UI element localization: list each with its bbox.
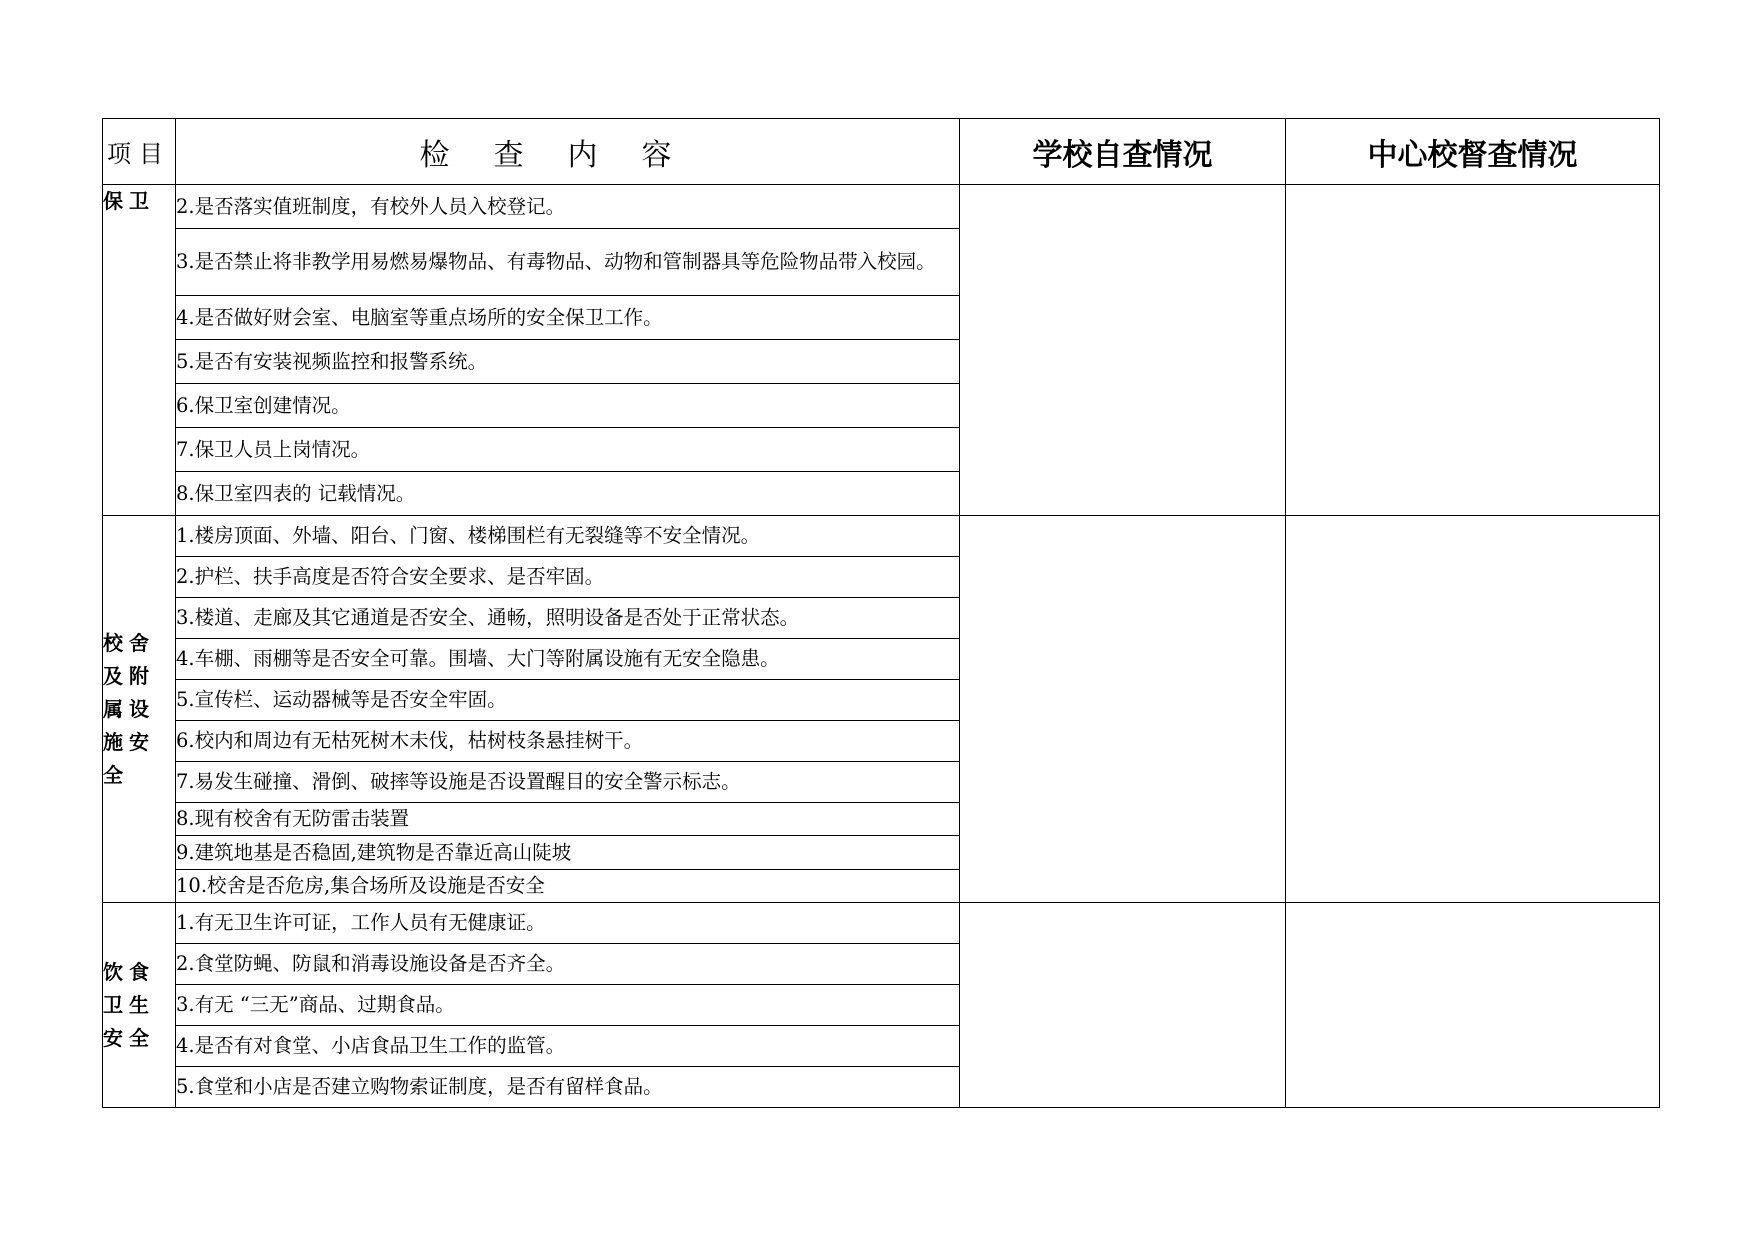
table-row — [103, 903, 1660, 944]
check-item: 6.保卫室创建情况。 — [176, 384, 960, 428]
table-row — [103, 185, 1660, 229]
category-food-safety: 饮食卫生安全 — [103, 903, 176, 1108]
header-content: 检查内容 — [176, 119, 960, 185]
check-item: 2.食堂防蝇、防鼠和消毒设施设备是否齐全。 — [176, 944, 960, 985]
center-school-check-cell[interactable] — [1286, 903, 1660, 1108]
check-item: 7.易发生碰撞、滑倒、破摔等设施是否设置醒目的安全警示标志。 — [176, 762, 960, 803]
table-row — [103, 516, 1660, 557]
check-item: 5.宣传栏、运动器械等是否安全牢固。 — [176, 680, 960, 721]
check-item: 4.是否做好财会室、电脑室等重点场所的安全保卫工作。 — [176, 296, 960, 340]
center-school-check-cell[interactable] — [1286, 185, 1660, 516]
check-item: 3.有无 “三无”商品、过期食品。 — [176, 985, 960, 1026]
check-item: 8.保卫室四表的 记载情况。 — [176, 472, 960, 516]
check-item: 10.校舍是否危房,集合场所及设施是否安全 — [176, 870, 960, 903]
header-school-self-check: 学校自查情况 — [960, 119, 1286, 185]
header-item: 项目 — [103, 119, 176, 185]
check-item: 5.是否有安装视频监控和报警系统。 — [176, 340, 960, 384]
check-item: 4.是否有对食堂、小店食品卫生工作的监管。 — [176, 1026, 960, 1067]
school-self-check-cell[interactable] — [960, 903, 1286, 1108]
table-header-row — [103, 119, 1660, 185]
check-item: 7.保卫人员上岗情况。 — [176, 428, 960, 472]
inspection-table — [102, 118, 1660, 1108]
category-security: 保卫 — [103, 185, 176, 516]
check-item: 1.有无卫生许可证，工作人员有无健康证。 — [176, 903, 960, 944]
check-item: 9.建筑地基是否稳固,建筑物是否靠近高山陡坡 — [176, 836, 960, 870]
check-item: 6.校内和周边有无枯死树木未伐，枯树枝条悬挂树干。 — [176, 721, 960, 762]
check-item: 2.是否落实值班制度，有校外人员入校登记。 — [176, 185, 960, 229]
check-item: 3.楼道、走廊及其它通道是否安全、通畅，照明设备是否处于正常状态。 — [176, 598, 960, 639]
check-item: 3.是否禁止将非教学用易燃易爆物品、有毒物品、动物和管制器具等危险物品带入校园。 — [176, 229, 960, 296]
check-item: 2.护栏、扶手高度是否符合安全要求、是否牢固。 — [176, 557, 960, 598]
school-self-check-cell[interactable] — [960, 185, 1286, 516]
check-item: 5.食堂和小店是否建立购物索证制度，是否有留样食品。 — [176, 1067, 960, 1108]
check-item: 8.现有校舍有无防雷击装置 — [176, 803, 960, 836]
category-building-safety: 校舍及附属设施安全 — [103, 516, 176, 903]
school-self-check-cell[interactable] — [960, 516, 1286, 903]
check-item: 1.楼房顶面、外墙、阳台、门窗、楼梯围栏有无裂缝等不安全情况。 — [176, 516, 960, 557]
header-center-school-check: 中心校督查情况 — [1286, 119, 1660, 185]
center-school-check-cell[interactable] — [1286, 516, 1660, 903]
check-item: 4.车棚、雨棚等是否安全可靠。围墙、大门等附属设施有无安全隐患。 — [176, 639, 960, 680]
